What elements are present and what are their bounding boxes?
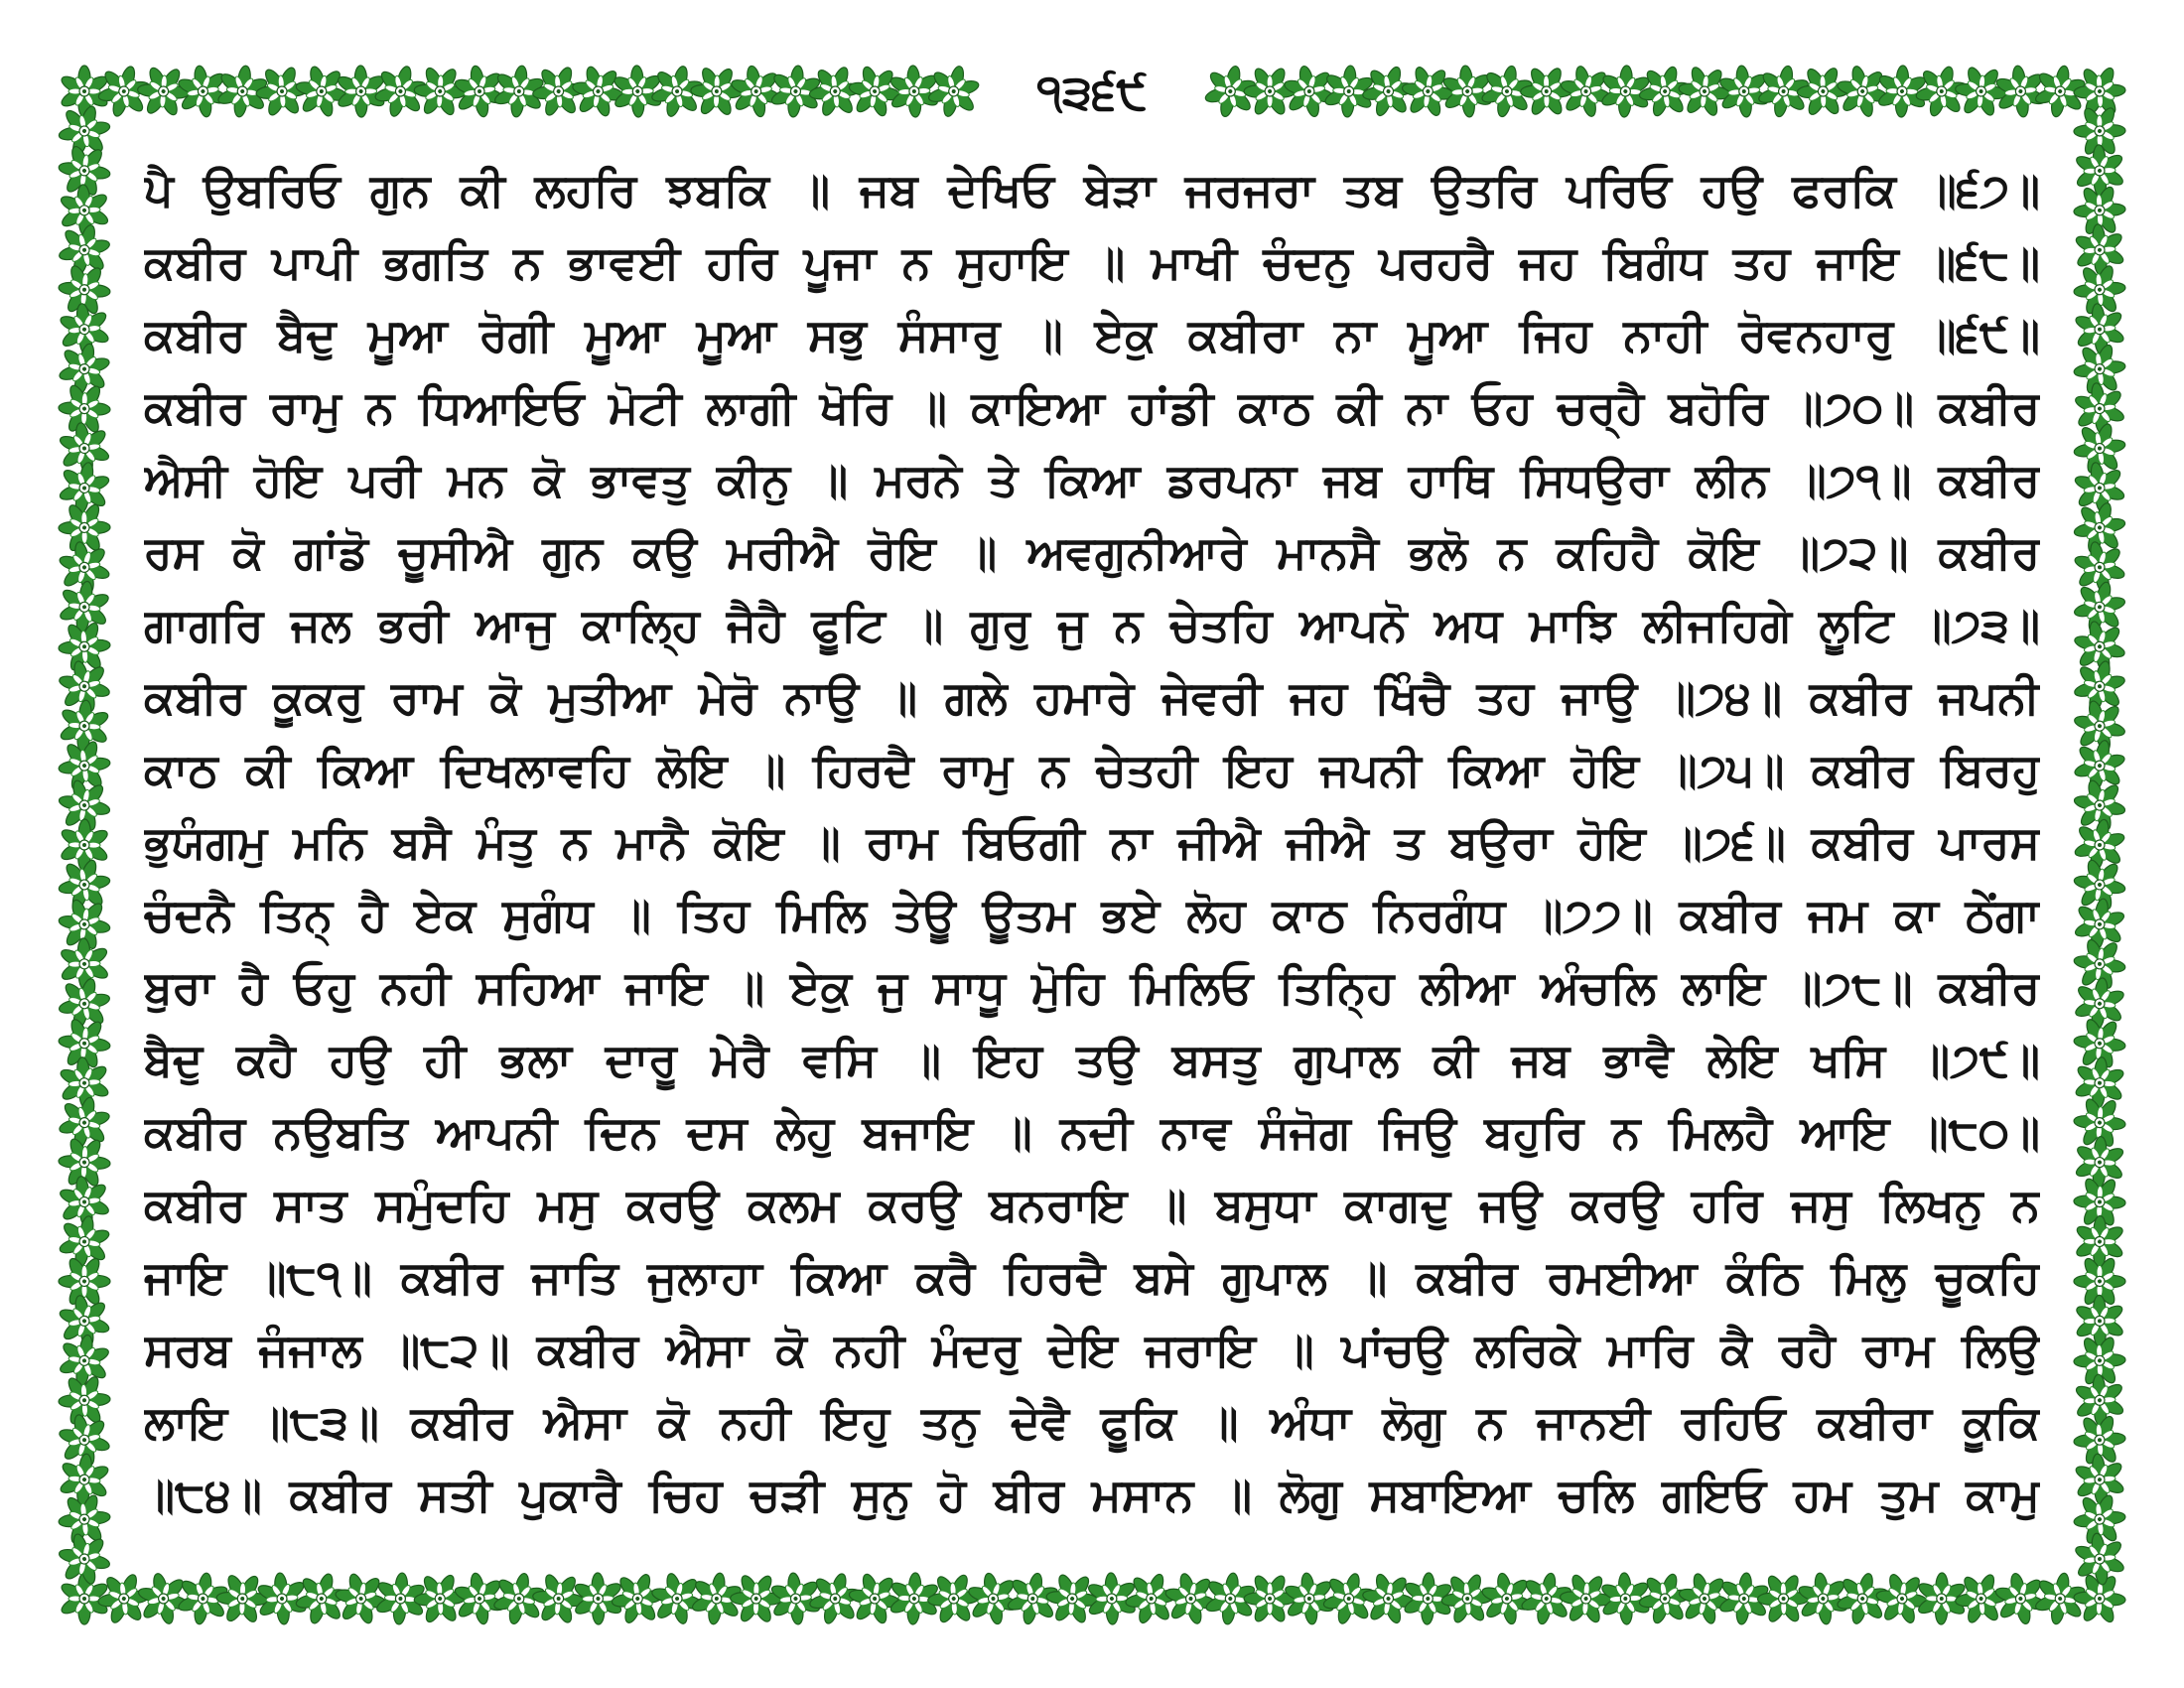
text-line: ਪੈ ਉਬਰਿਓ ਗੁਨ ਕੀ ਲਹਰਿ ਝਬਕਿ ॥ ਜਬ ਦੇਖਿਓ ਬੇੜਾ ਜਰਜਰਾ ਤਬ ਉਤਰਿ ਪਰਿਓ ਹਉ ਫਰਕਿ ॥੬੭॥	[144, 163, 2040, 216]
text-line: ॥੮੪॥ ਕਬੀਰ ਸਤੀ ਪੁਕਾਰੈ ਚਿਹ ਚੜੀ ਸੁਨੁ ਹੋ ਬੀਰ ਮਸਾਨ ॥ ਲੋਗੁ ਸਬਾਇਆ ਚਲਿ ਗਇਓ ਹਮ ਤੁਮ ਕਾਮੁ	[144, 1468, 2040, 1521]
text-line: ਗਾਗਰਿ ਜਲ ਭਰੀ ਆਜੁ ਕਾਲ੍ਹਿ ਜੈਹੈ ਫੂਟਿ ॥ ਗੁਰੁ ਜੁ ਨ ਚੇਤਹਿ ਆਪਨੋ ਅਧ ਮਾਝਿ ਲੀਜਹਿਗੇ ਲੂਟਿ ॥੭੩॥	[144, 598, 2040, 651]
flower-ornament-icon	[1757, 1573, 1810, 1624]
flower-ornament-icon	[530, 1571, 587, 1626]
flower-ornament-icon	[845, 1569, 904, 1627]
flower-ornament-icon	[2072, 1055, 2126, 1111]
flower-ornament-icon	[51, 1328, 117, 1394]
text-line: ਕਬੀਰ ਪਾਪੀ ਭਗਤਿ ਨ ਭਾਵਈ ਹਰਿ ਪੂਜਾ ਨ ਸੁਹਾਇ ॥ ਮਾਖੀ ਚੰਦਨੁ ਪਰਹਰੈ ਜਹ ਬਿਗੰਧ ਤਹ ਜਾਇ ॥੬੮॥	[144, 235, 2040, 289]
flower-ornament-icon	[59, 819, 110, 872]
flower-ornament-icon	[1671, 58, 1737, 125]
text-line: ਰਸ ਕੋ ਗਾਂਡੋ ਚੂਸੀਐ ਗੁਨ ਕਉ ਮਰੀਐ ਰੋਇ ॥ ਅਵਗੁਨੀਆਰੇ ਮਾਨਸੈ ਭਲੋ ਨ ਕਹਿਹੈ ਕੋਇ ॥੭੨॥ ਕਬੀਰ	[144, 525, 2040, 579]
text-line: ਕਬੀਰ ਰਾਮੁ ਨ ਧਿਆਇਓ ਮੋਟੀ ਲਾਗੀ ਖੋਰਿ ॥ ਕਾਇਆ ਹਾਂਡੀ ਕਾਠ ਕੀ ਨਾ ਓਹ ਚਰ੍ਹੈ ਬਹੋਰਿ ॥੭੦॥ ਕਬੀਰ	[144, 380, 2040, 434]
flower-ornament-icon	[2070, 815, 2129, 876]
flower-ornament-icon	[842, 59, 907, 124]
flower-ornament-icon	[923, 61, 985, 123]
text-line: ਕਬੀਰ ਕੂਕਰੁ ਰਾਮ ਕੋ ਮੁਤੀਆ ਮੇਰੋ ਨਾਉ ॥ ਗਲੇ ਹਮਾਰੇ ਜੇਵਰੀ ਜਹ ਖਿੰਚੈ ਤਹ ਜਾਉ ॥੭੪॥ ਕਬੀਰ ਜਪਨੀ	[144, 670, 2040, 724]
flower-ornament-icon	[1520, 66, 1572, 117]
flower-ornament-icon	[291, 62, 351, 122]
flower-ornament-icon	[690, 66, 744, 118]
text-line: ਕਬੀਰ ਬੈਦੁ ਮੂਆ ਰੋਗੀ ਮੂਆ ਮੂਆ ਸਭੁ ਸੰਸਾਰੁ ॥ ਏਕੁ ਕਬੀਰਾ ਨਾ ਮੂਆ ਜਿਹ ਨਾਹੀ ਰੋਵਨਹਾਰੁ ॥੬੯॥	[144, 308, 2040, 361]
text-line: ਕਬੀਰ ਸਾਤ ਸਮੁੰਦਹਿ ਮਸੁ ਕਰਉ ਕਲਮ ਕਰਉ ਬਨਰਾਇ ॥ ਬਸੁਧਾ ਕਾਗਦੁ ਜਉ ਕਰਉ ਹਰਿ ਜਸੁ ਲਿਖਨੁ ਨ	[144, 1178, 2040, 1231]
gurbani-text	[144, 154, 2040, 1534]
text-line: ਸਰਬ ਜੰਜਾਲ ॥੮੨॥ ਕਬੀਰ ਐਸਾ ਕੋ ਨਹੀ ਮੰਦਰੁ ਦੇਇ ਜਰਾਇ ॥ ਪਾਂਚਉ ਲਰਿਕੇ ਮਾਰਿ ਕੈ ਰਹੈ ਰਾਮ ਲਿਉ	[144, 1323, 2040, 1376]
flower-ornament-icon	[2072, 1530, 2128, 1588]
page-number: ੧੩੬੯	[993, 58, 1191, 127]
flower-ornament-icon	[51, 574, 118, 640]
flower-ornament-icon	[2074, 1295, 2125, 1347]
flower-ornament-icon	[2072, 301, 2127, 357]
text-line: ਕਾਠ ਕੀ ਕਿਆ ਦਿਖਲਾਵਹਿ ਲੋਇ ॥ ਹਿਰਦੈ ਰਾਮੁ ਨ ਚੇਤਹੀ ਇਹ ਜਪਨੀ ਕਿਆ ਹੋਇ ॥੭੫॥ ਕਬੀਰ ਬਿਰਹੁ	[144, 743, 2040, 796]
flower-ornament-icon	[55, 1211, 114, 1272]
text-line: ਐਸੀ ਹੋਇ ਪਰੀ ਮਨ ਕੋ ਭਾਵਤੁ ਕੀਨੁ ॥ ਮਰਨੇ ਤੇ ਕਿਆ ਡਰਪਨਾ ਜਬ ਹਾਥਿ ਸਿਧਉਰਾ ਲੀਨ ॥੭੧॥ ਕਬੀਰ	[144, 453, 2040, 506]
text-line: ਕਬੀਰ ਨਉਬਤਿ ਆਪਨੀ ਦਿਨ ਦਸ ਲੇਹੁ ਬਜਾਇ ॥ ਨਦੀ ਨਾਵ ਸੰਜੋਗ ਜਿਉ ਬਹੁਰਿ ਨ ਮਿਲਹੈ ਆਇ ॥੮੦॥	[144, 1105, 2040, 1159]
flower-ornament-icon	[1953, 64, 2009, 119]
text-line: ਬੁਰਾ ਹੈ ਓਹੁ ਨਹੀ ਸਹਿਆ ਜਾਇ ॥ ਏਕੁ ਜੁ ਸਾਧੂ ਮੋੁਹਿ ਮਿਲਿਓ ਤਿਨ੍ਹਿ ਲੀਆ ਅੰਚਲਿ ਲਾਇ ॥੭੮॥ ਕਬੀਰ	[144, 960, 2040, 1014]
text-line: ਬੈਦੁ ਕਹੈ ਹਉ ਹੀ ਭਲਾ ਦਾਰੂ ਮੇਰੈ ਵਸਿ ॥ ਇਹ ਤਉ ਬਸਤੁ ਗੁਪਾਲ ਕੀ ਜਬ ਭਾਵੈ ਲੇਇ ਖਸਿ ॥੭੯॥	[144, 1033, 2040, 1086]
text-line: ਲਾਇ ॥੮੩॥ ਕਬੀਰ ਐਸਾ ਕੋ ਨਹੀ ਇਹੁ ਤਨੁ ਦੇਵੈ ਫੂਕਿ ॥ ਅੰਧਾ ਲੋਗੁ ਨ ਜਾਨਈ ਰਹਿਓ ਕਬੀਰਾ ਕੂਕਿ	[144, 1395, 2040, 1449]
flower-ornament-icon	[215, 1573, 269, 1625]
flower-ornament-icon	[55, 458, 113, 517]
flower-ornament-icon	[329, 1566, 393, 1631]
text-line: ਚੰਦਨੈ ਤਿਨ੍ ਹੈ ਏਕ ਸੁਗੰਧ ॥ ਤਿਹ ਮਿਲਿ ਤੇਊ ਊਤਮ ਭਏ ਲੋਹ ਕਾਠ ਨਿਰਗੰਧ ॥੭੭॥ ਕਬੀਰ ਜਮ ਕਾ ਠੇਂਗਾ	[144, 888, 2040, 941]
text-line: ਭੁਯੰਗਮੁ ਮਨਿ ਬਸੈ ਮੰਤੁ ਨ ਮਾਨੈ ਕੋਇ ॥ ਰਾਮ ਬਿਓਗੀ ਨਾ ਜੀਐ ਜੀਐ ਤ ਬਉਰਾ ਹੋਇ ॥੭੬॥ ਕਬੀਰ ਪਾਰਸ	[144, 815, 2040, 869]
flower-ornament-icon	[1439, 1571, 1495, 1625]
text-line: ਜਾਇ ॥੮੧॥ ਕਬੀਰ ਜਾਤਿ ਜੁਲਾਹਾ ਕਿਆ ਕਰੈ ਹਿਰਦੈ ਬਸੇ ਗੁਪਾਲ ॥ ਕਬੀਰ ਰਮਈਆ ਕੰਠਿ ਮਿਲੁ ਚੂਕਹਿ	[144, 1250, 2040, 1304]
